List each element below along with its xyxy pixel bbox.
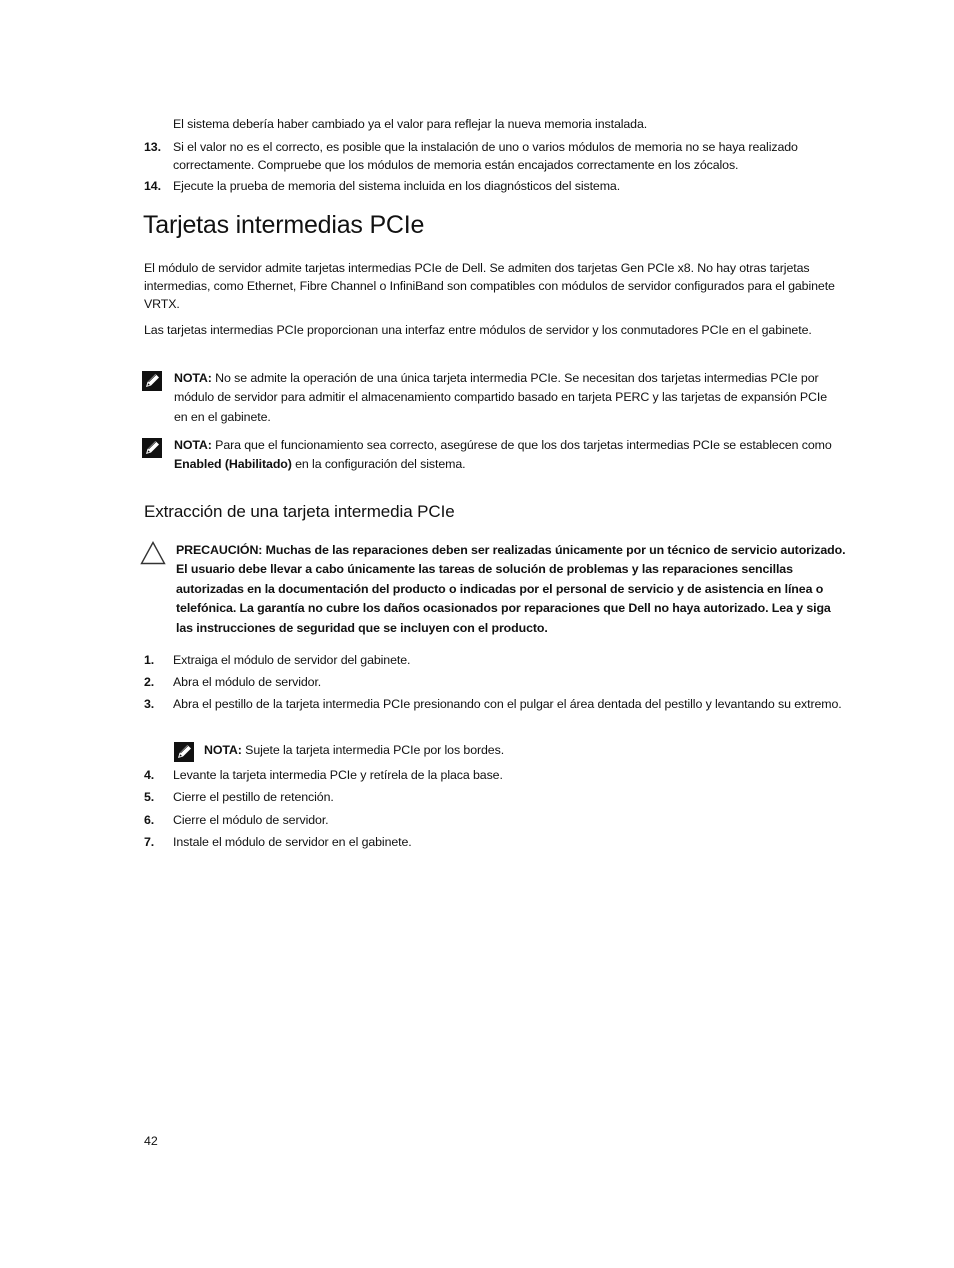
- section-paragraph: Las tarjetas intermedias PCIe proporcionan una interfaz entre módulos de servidor y los conmutadores PCIe en el gabinete.: [144, 323, 812, 337]
- caution-triangle-icon: [140, 541, 166, 565]
- note-text: en la configuración del sistema.: [291, 457, 466, 472]
- step-text: Cierre el módulo de servidor.: [173, 813, 329, 827]
- section-paragraph: El módulo de servidor admite tarjetas intermedias PCIe de Dell. Se admiten dos tarjetas Gen PCIe x8. No hay otras tarjetas intermedias, como Ethernet, Fibre Channel o InfiniBand son compatibles con módulos de servidor configurados para el gabinete VRTX.: [144, 261, 835, 311]
- continuation-text: El sistema debería haber cambiado ya el valor para reflejar la nueva memoria instalada.: [173, 117, 648, 131]
- step-text: Si el valor no es el correcto, es posible que la instalación de uno o varios módulos de memoria no se haya realizado correctamente. Compruebe que los módulos de memoria están encajados correctamente en los zócalos.: [173, 140, 798, 172]
- step-number: 5.: [144, 790, 155, 804]
- step-text: Ejecute la prueba de memoria del sistema incluida en los diagnósticos del sistema.: [173, 179, 621, 193]
- note-label: NOTA:: [174, 438, 212, 452]
- setting-name: Enabled (Habilitado): [174, 457, 292, 472]
- step-text: Abra el pestillo de la tarjeta intermedia PCIe presionando con el pulgar el área dentada del pestillo y levantando su extremo.: [173, 697, 842, 711]
- step-text: Cierre el pestillo de retención.: [173, 790, 334, 804]
- step-number: 13.: [144, 140, 161, 154]
- note-text: No se admite la operación de una única tarjeta intermedia PCIe. Se necesitan dos tarjetas intermedias PCIe por módulo de servidor para admitir el almacenamiento compartido basado en tarjeta PERC y las tarjetas de expansión PCIe en en el gabinete.: [174, 371, 828, 424]
- note-pencil-icon: [142, 371, 162, 391]
- subsection-title: Extracción de una tarjeta intermedia PCIe: [144, 502, 455, 521]
- note-pencil-icon: [142, 438, 162, 458]
- step-number: 1.: [144, 653, 155, 667]
- step-text: Extraiga el módulo de servidor del gabinete.: [173, 653, 411, 667]
- note-label: NOTA:: [204, 743, 242, 757]
- step-number: 14.: [144, 179, 161, 193]
- step-number: 3.: [144, 697, 155, 711]
- step-text: Levante la tarjeta intermedia PCIe y retírela de la placa base.: [173, 768, 503, 782]
- note-pencil-icon: [174, 742, 194, 762]
- section-title: Tarjetas intermedias PCIe: [143, 211, 425, 239]
- note-text: Para que el funcionamiento sea correcto, asegúrese de que los dos tarjetas intermedias PCIe se establecen como: [211, 438, 832, 452]
- step-number: 2.: [144, 675, 155, 689]
- note-text: Sujete la tarjeta intermedia PCIe por los bordes.: [241, 743, 505, 757]
- step-number: 7.: [144, 835, 155, 849]
- caution-text: PRECAUCIÓN: Muchas de las reparaciones deben ser realizadas únicamente por un técnico de servicio autorizado. El usuario debe llevar a cabo únicamente las tareas de solución de problemas y las reparaciones sencillas autorizadas en la documentación del producto o indicadas por el personal de servicio y de asistencia en línea o telefónica. La garantía no cubre los daños ocasionados por reparaciones que Dell no haya autorizado. Lea y siga las instrucciones de seguridad que se incluyen con el producto.: [176, 543, 846, 635]
- page-number: 42: [144, 1134, 158, 1148]
- note-label: NOTA:: [174, 371, 212, 385]
- step-number: 4.: [144, 768, 155, 782]
- step-number: 6.: [144, 813, 155, 827]
- step-text: Instale el módulo de servidor en el gabinete.: [173, 835, 412, 849]
- step-text: Abra el módulo de servidor.: [173, 675, 322, 689]
